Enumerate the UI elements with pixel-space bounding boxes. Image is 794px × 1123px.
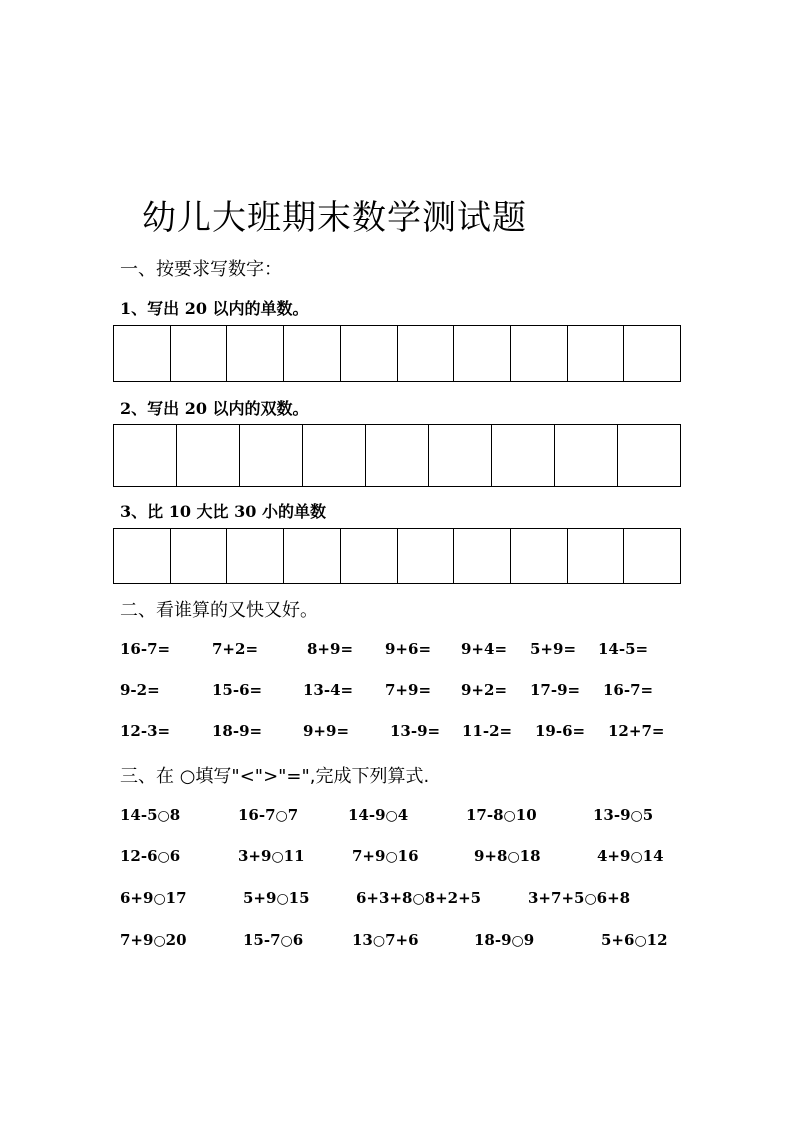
- comparison-right: 5: [642, 806, 654, 824]
- question-1: 1、写出 20 以内的单数。: [120, 299, 309, 318]
- answer-box[interactable]: [568, 326, 625, 381]
- answer-box[interactable]: [341, 326, 398, 381]
- answer-circle-icon[interactable]: ○: [503, 808, 516, 824]
- comparison-left: 14-5: [120, 806, 158, 824]
- comparison-right: 6+8: [596, 889, 631, 907]
- answer-box[interactable]: [454, 326, 511, 381]
- answer-circle-icon[interactable]: ○: [584, 891, 597, 907]
- comparison-left: 14-9: [348, 806, 386, 824]
- arithmetic-problem: 9+2=: [461, 681, 508, 699]
- comparison-problem: [120, 847, 180, 865]
- comparison-problem: [466, 806, 537, 824]
- answer-box[interactable]: [177, 425, 240, 486]
- answer-circle-icon[interactable]: ○: [630, 849, 643, 865]
- comparison-problem: [243, 931, 303, 949]
- comparison-problem: [238, 806, 298, 824]
- comparison-problem: [348, 806, 408, 824]
- answer-box[interactable]: [398, 326, 455, 381]
- comparison-problem: [120, 889, 187, 907]
- comparison-problem: [352, 847, 419, 865]
- comparison-problem: [243, 889, 310, 907]
- answer-box[interactable]: [240, 425, 303, 486]
- comparison-right: 12: [646, 931, 668, 949]
- arithmetic-problem: 17-9=: [530, 681, 581, 699]
- comparison-right: 6: [292, 931, 304, 949]
- answer-circle-icon[interactable]: ○: [385, 808, 398, 824]
- answer-box[interactable]: [303, 425, 366, 486]
- comparison-problem: [352, 931, 419, 949]
- arithmetic-row: [120, 722, 720, 742]
- arithmetic-problem: 9+4=: [461, 640, 508, 658]
- comparison-right: 6: [169, 847, 181, 865]
- comparison-left: 6+3+8: [356, 889, 413, 907]
- comparison-left: 5+6: [601, 931, 635, 949]
- answer-box[interactable]: [454, 529, 511, 583]
- comparison-left: 3+9: [238, 847, 272, 865]
- answer-circle-icon[interactable]: ○: [153, 891, 166, 907]
- arithmetic-row: [120, 681, 720, 701]
- answer-box[interactable]: [227, 529, 284, 583]
- comparison-right: 9: [523, 931, 535, 949]
- comparison-problem: [120, 931, 187, 949]
- arithmetic-problem: 9-2=: [120, 681, 160, 699]
- comparison-row: [120, 889, 720, 909]
- arithmetic-problem: 19-6=: [535, 722, 586, 740]
- comparison-right: 18: [519, 847, 541, 865]
- comparison-left: 17-8: [466, 806, 504, 824]
- comparison-problem: [474, 931, 534, 949]
- comparison-left: 3+7+5: [528, 889, 585, 907]
- arithmetic-problem: 11-2=: [462, 722, 513, 740]
- answer-box[interactable]: [284, 529, 341, 583]
- comparison-row: [120, 847, 720, 867]
- comparison-problem: [601, 931, 668, 949]
- comparison-problem: [593, 806, 653, 824]
- comparison-row: [120, 931, 720, 951]
- answer-grid-1: [113, 325, 681, 382]
- comparison-problem: [528, 889, 630, 907]
- answer-grid-3: [113, 528, 681, 584]
- comparison-left: 16-7: [238, 806, 276, 824]
- comparison-right: 14: [642, 847, 664, 865]
- page-title: 幼儿大班期末数学测试题: [142, 198, 527, 238]
- arithmetic-problem: 13-9=: [390, 722, 441, 740]
- answer-box[interactable]: [624, 326, 680, 381]
- answer-circle-icon[interactable]: ○: [280, 933, 293, 949]
- answer-circle-icon[interactable]: ○: [153, 933, 166, 949]
- answer-box[interactable]: [366, 425, 429, 486]
- comparison-left: 6+9: [120, 889, 154, 907]
- answer-box[interactable]: [618, 425, 680, 486]
- comparison-left: 5+9: [243, 889, 277, 907]
- comparison-problem: [597, 847, 664, 865]
- comparison-left: 13-9: [593, 806, 631, 824]
- arithmetic-problem: 18-9=: [212, 722, 263, 740]
- comparison-right: 11: [283, 847, 305, 865]
- comparison-right: 7+6: [385, 931, 419, 949]
- answer-box[interactable]: [511, 326, 568, 381]
- answer-circle-icon[interactable]: ○: [630, 808, 643, 824]
- section2-heading: 二、看谁算的又快又好。: [120, 600, 318, 621]
- section3-heading: 三、在 ○填写"<">"=",完成下列算式.: [120, 766, 430, 787]
- answer-circle-icon[interactable]: ○: [276, 891, 289, 907]
- arithmetic-problem: 7+2=: [212, 640, 259, 658]
- comparison-row: [120, 806, 720, 826]
- answer-box[interactable]: [171, 529, 228, 583]
- arithmetic-problem: 15-6=: [212, 681, 263, 699]
- answer-circle-icon[interactable]: ○: [511, 933, 524, 949]
- comparison-left: 9+8: [474, 847, 508, 865]
- arithmetic-problem: 9+9=: [303, 722, 350, 740]
- arithmetic-row: [120, 640, 720, 660]
- answer-circle-icon[interactable]: ○: [271, 849, 284, 865]
- answer-box[interactable]: [555, 425, 618, 486]
- comparison-right: 8+2+5: [424, 889, 482, 907]
- arithmetic-problem: 12+7=: [608, 722, 665, 740]
- comparison-left: 13: [352, 931, 373, 949]
- comparison-problem: [474, 847, 541, 865]
- comparison-right: 17: [165, 889, 187, 907]
- comparison-left: 15-7: [243, 931, 281, 949]
- comparison-right: 4: [397, 806, 409, 824]
- comparison-problem: [120, 806, 180, 824]
- answer-box[interactable]: [114, 425, 177, 486]
- comparison-left: 7+9: [352, 847, 386, 865]
- comparison-left: 4+9: [597, 847, 631, 865]
- answer-box[interactable]: [114, 529, 171, 583]
- answer-circle-icon[interactable]: ○: [634, 933, 647, 949]
- arithmetic-problem: 12-3=: [120, 722, 171, 740]
- answer-box[interactable]: [341, 529, 398, 583]
- question-3: 3、比 10 大比 30 小的单数: [120, 502, 326, 521]
- comparison-right: 16: [397, 847, 419, 865]
- answer-circle-icon[interactable]: ○: [157, 849, 170, 865]
- comparison-right: 15: [288, 889, 310, 907]
- answer-box[interactable]: [511, 529, 568, 583]
- answer-box[interactable]: [492, 425, 555, 486]
- answer-box[interactable]: [227, 326, 284, 381]
- answer-box[interactable]: [284, 326, 341, 381]
- comparison-problem: [356, 889, 481, 907]
- answer-circle-icon[interactable]: ○: [412, 891, 425, 907]
- comparison-right: 10: [515, 806, 537, 824]
- answer-circle-icon[interactable]: ○: [385, 849, 398, 865]
- question-2: 2、写出 20 以内的双数。: [120, 399, 309, 418]
- comparison-left: 18-9: [474, 931, 512, 949]
- arithmetic-problem: 14-5=: [598, 640, 649, 658]
- comparison-right: 20: [165, 931, 187, 949]
- arithmetic-problem: 7+9=: [385, 681, 432, 699]
- answer-box[interactable]: [171, 326, 228, 381]
- arithmetic-problem: 8+9=: [307, 640, 354, 658]
- answer-circle-icon[interactable]: ○: [157, 808, 170, 824]
- comparison-left: 7+9: [120, 931, 154, 949]
- answer-circle-icon[interactable]: ○: [507, 849, 520, 865]
- answer-box[interactable]: [568, 529, 625, 583]
- answer-circle-icon[interactable]: ○: [275, 808, 288, 824]
- comparison-left: 12-6: [120, 847, 158, 865]
- answer-box[interactable]: [429, 425, 492, 486]
- arithmetic-problem: 5+9=: [530, 640, 577, 658]
- comparison-right: 7: [287, 806, 299, 824]
- arithmetic-problem: 16-7=: [120, 640, 171, 658]
- section1-heading: 一、按要求写数字：: [120, 259, 282, 280]
- answer-circle-icon[interactable]: ○: [372, 933, 386, 949]
- comparison-right: 8: [169, 806, 181, 824]
- comparison-problem: [238, 847, 305, 865]
- answer-grid-2: [113, 424, 681, 487]
- answer-box[interactable]: [114, 326, 171, 381]
- arithmetic-problem: 16-7=: [603, 681, 654, 699]
- arithmetic-problem: 9+6=: [385, 640, 432, 658]
- arithmetic-problem: 13-4=: [303, 681, 354, 699]
- answer-box[interactable]: [624, 529, 680, 583]
- answer-box[interactable]: [398, 529, 455, 583]
